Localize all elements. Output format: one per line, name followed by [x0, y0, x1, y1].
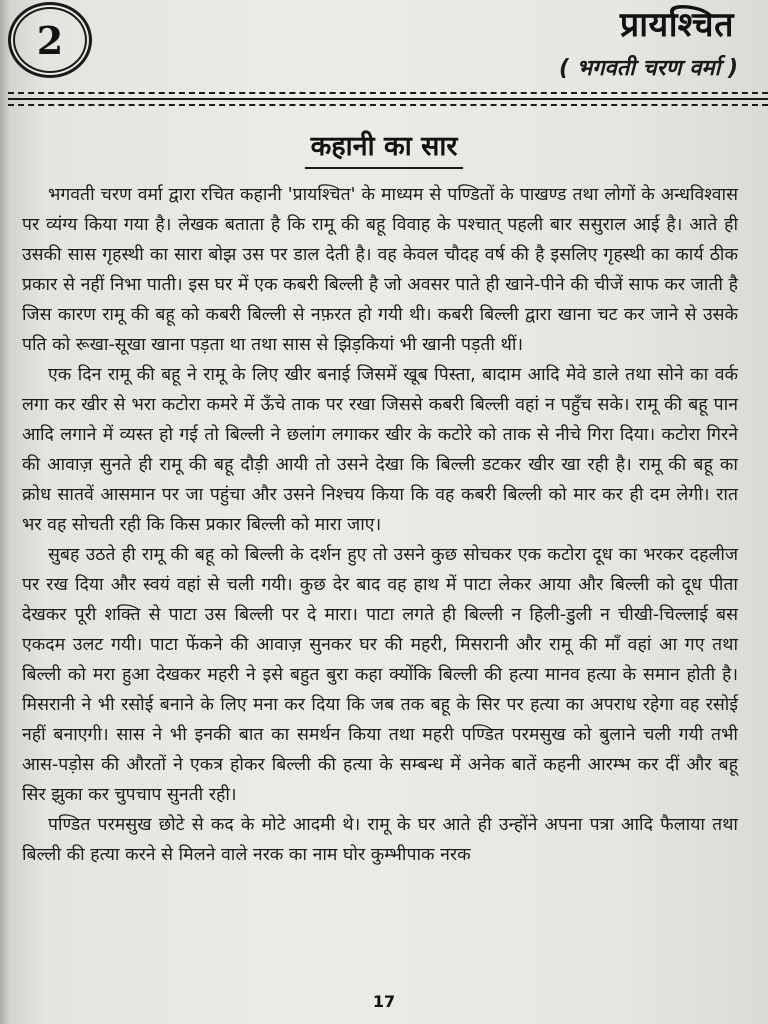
summary-paragraph-3: सुबह उठते ही रामू की बहू को बिल्ली के दर्शन हुए तो उसने कुछ सोचकर एक कटोरा दूध का भरकर दहलीज पर रख दिया और स्वयं वहां से चली गयी। कुछ देर बाद वह हाथ में पाटा लेकर आया और बिल्ली को दूध पीता देखकर पूरी शक्ति से पाटा उस बिल्ली पर दे मारा। पाटा लगते ही बिल्ली न हिली-डुली न चीखी-चिल्लाई बस एकदम उलट गयी। पाटा फेंकने की आवाज़ सुनकर घर की महरी, मिसरानी और रामू की माँ वहां आ गए तथा बिल्ली को मरा हुआ देखकर महरी ने इसे बहुत बुरा कहा क्योंकि बिल्ली की हत्या मानव हत्या के समान होती है। मिसरानी ने भी रसोई बनाने के लिए मना कर दिया कि जब तक बहू के सिर पर हत्या का अपराध रहेगा वह रसोई नहीं बनाएगी। सास ने भी इनकी बात का समर्थन किया तथा महरी पण्डित परमसुख को बुलाने चली गयी तभी आस-पड़ोस की औरतों ने एकत्र होकर बिल्ली की हत्या के सम्बन्ध में अनेक बातें कहनी आरम्भ कर दीं और बहू सिर झुका कर चुपचाप सुनती रही। — [22, 545, 738, 805]
header-divider-top — [8, 92, 768, 94]
chapter-number: 2 — [36, 17, 64, 63]
section-heading-text: कहानी का सार — [305, 126, 464, 169]
section-heading — [0, 126, 768, 169]
summary-body — [22, 180, 738, 870]
header-divider-bottom — [8, 104, 768, 106]
header-divider-middle — [8, 98, 768, 100]
page-number: 17 — [372, 992, 396, 1011]
chapter-number-badge — [8, 2, 92, 78]
summary-paragraph-1: भगवती चरण वर्मा द्वारा रचित कहानी 'प्रायश्चित' के माध्यम से पण्डितों के पाखण्ड तथा लोगों के अन्धविश्वास पर व्यंग्य किया गया है। लेखक बताता है कि रामू की बहू विवाह के पश्चात् पहली बार ससुराल आई है। आते ही उसकी सास गृहस्थी का सारा बोझ उस पर डाल देती है। वह केवल चौदह वर्ष की है इसलिए गृहस्थी का कार्य ठीक प्रकार से नहीं निभा पाती। इस घर में एक कबरी बिल्ली है जो अवसर पाते ही खाने-पीने की चीजें साफ कर जाती है जिस कारण रामू की बहू को कबरी बिल्ली से नफ़रत हो गयी थी। कबरी बिल्ली द्वारा खाना चट कर जाने से उसके पति को रूखा-सूखा खाना पड़ता था तथा सास से झिड़कियां भी खानी पड़ती थीं। — [22, 185, 738, 355]
summary-paragraph-4: पण्डित परमसुख छोटे से कद के मोटे आदमी थे। रामू के घर आते ही उन्होंने अपना पत्रा आदि फैलाया तथा बिल्ली की हत्या करने से मिलने वाले नरक का नाम घोर कुम्भीपाक नरक — [22, 815, 738, 865]
story-title: प्रायश्चित — [619, 5, 734, 45]
story-author: ( भगवती चरण वर्मा ) — [558, 56, 738, 81]
summary-paragraph-2: एक दिन रामू की बहू ने रामू के लिए खीर बनाई जिसमें खूब पिस्ता, बादाम आदि मेवे डाले तथा सोने का वर्क लगा कर खीर से भरा कटोरा कमरे में ऊँचे ताक पर रखा जिससे कबरी बिल्ली वहां न पहुँच सके। रामू की बहू पान आदि लगाने में व्यस्त हो गई तो बिल्ली ने छलांग लगाकर खीर के कटोरे को ताक से नीचे गिरा दिया। कटोरा गिरने की आवाज़ सुनते ही रामू की बहू दौड़ी आयी तो उसने देखा कि बिल्ली डटकर खीर खा रही है। रामू की बहू का क्रोध सातवें आसमान पर जा पहुंचा और उसने निश्चय किया कि वह कबरी बिल्ली को मार कर ही दम लेगी। रात भर वह सोचती रही कि किस प्रकार बिल्ली को मारा जाए। — [22, 365, 738, 535]
